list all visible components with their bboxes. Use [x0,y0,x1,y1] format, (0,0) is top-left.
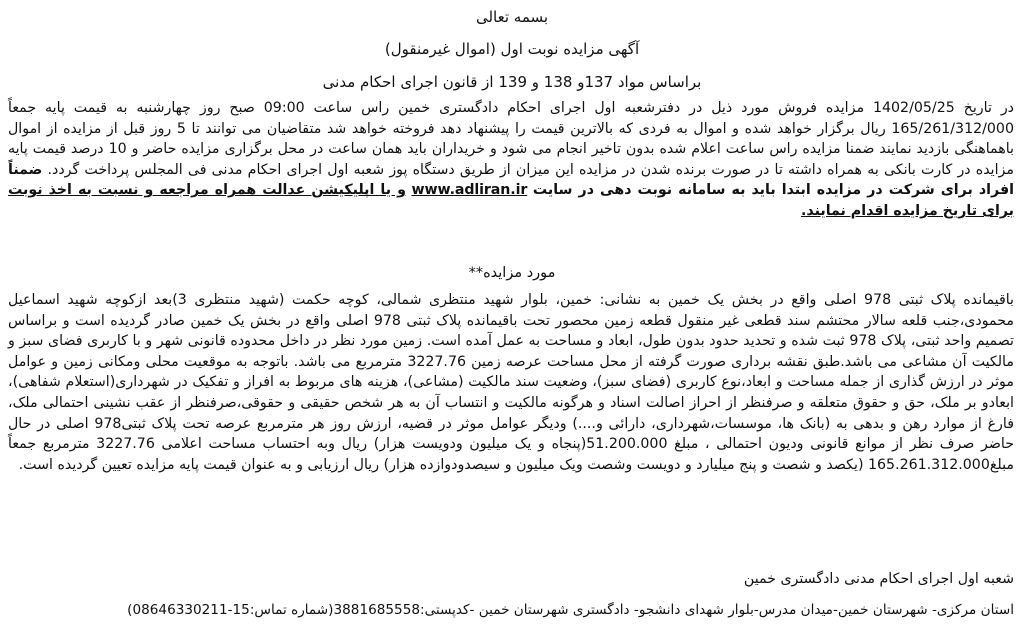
registration-notice: ضمناً افراد برای شرکت در مزایده ابتدا باید به سامانه نوبت دهی در سایت [8,161,1014,199]
subject-paragraph: باقیمانده پلاک ثبتی 978 اصلی واقع در بخش یک خمین به نشانی: خمین، بلوار شهید منتظری شمالی، کوچه حکمت (شهید منتظری 3)بعد ازکوچه شهید اسماعیل محمودی،جنب قلعه سالار محتشم سند قطعی غیر منقول قطعه زمین محصور تحت باقیمانده پلاک ثبتی 978 اصلی واقع در بخش یک خمین صادر گردیده است و براساس تصمیم واحد ثبتی، پلاک 978 ثبت شده و تحدید حدود بدون طول، ابعاد و مساحت به عمل آمده است. زمین مورد نظر در داخل محدوده قانونی شهر و با کاربری فضای سبز و مالکیت آن مشاعی می باشد.طبق نقشه برداری صورت گرفته از محل مساحت عرصه زمین 3227.76 مترمربع می باشد. باتوجه به موقعیت محلی ومکانی زمین و عوامل موثر در ارزش گذاری از جمله مساحت و ابعاد،نوع کاربری (فضای سبز)، وضعیت سند مالکیت (مشاعی)، هزینه های مربوط به افراز و تفکیک در شهرداری(استعلام شفاهی)، ابعادو بر ملک، حق و حقوق متعلقه و صرفنظر از احراز اصالت اسناد و هرگونه مالکیت و انتساب آن به هر شخص حقیقی و حقوقی،صرفنظر از عقب نشینی احتمالی ملک، فارغ از موارد رهن و بدهی به (بانک ها، موسسات،شهرداری، دارائی و....) ودیگر عوامل موثر در قضیه، ارزش روز هر مترمربع عرصه تحت پلاک ثبتی978 اصلی در حال حاضر صرف نظر از موانع قانونی ودیون احتمالی ، مبلغ 51.200.000(پنجاه و یک میلیون ودویست هزار) ریال وبه احتساب مساحت اعلامی 3227.76 مترمربع جمعاً مبلغ165.261.312.000 (یکصد و شصت و پنج میلیارد و دویست وشصت ویک میلیون و سیصدودوازده هزار) ریال ارزیابی و به عنوان قیمت پایه مزایده تعیین گردیده است. [8,292,1015,473]
registration-notice-end: و یا اپلیکیشن عدالت همراه مراجعه و نسبت به اخذ نوبت برای تاریخ مزایده اقدام نمایند. [8,182,1014,219]
intro-paragraph [8,98,1014,222]
address-line: استان مرکزی- شهرستان خمین-میدان مدرس-بلوار شهدای دانشجو- دادگستری شهرستان خمین -کدپستی:3881685558(شماره تماس:15-08646330211) [127,602,1014,618]
legal-basis: براساس مواد 137و 138 و 139 از قانون اجرای احکام مدنی [322,73,702,91]
intro-text: در تاریخ 1402/05/25 مزایده فروش مورد ذیل در دفترشعبه اول اجرای احکام دادگستری خمین راس ساعت 09:00 صبح روز چهارشنبه به قیمت پایه جمعاً 165/261/312/000 ریال برگزار خواهد شده و اموال به فردی که بالاترین قیمت را پیشنهاد دهد فروخته خواهد شد متقاضیان می توانند تا 5 روز قبل از مزایده از اموال باهماهنگی بازدید نمایند ضمنا مزایده راس ساعت اعلام شده بدون تاخیر انجام می شود و خریداران باید همان ساعت در محل برگزاری مزایده حاضر و 10 درصد قیمت پایه مزایده در کارت بانکی به همراه داشته تا در صورت برنده شدن در مزایده این میزان از طریق دستگاه پوز شعبه اول اجرای احکام مدنی فی المجلس پرداخت گردد. [8,100,1015,178]
bismillah-heading: بسمه تعالی [475,8,549,26]
issuer-line: شعبه اول اجرای احکام مدنی دادگستری خمین [743,571,1014,587]
subject-title: مورد مزایده** [468,265,556,281]
website-link[interactable]: www.adliran.ir [411,182,528,199]
notice-title: آگهی مزایده نوبت اول (اموال غیرمنقول) [384,40,640,58]
